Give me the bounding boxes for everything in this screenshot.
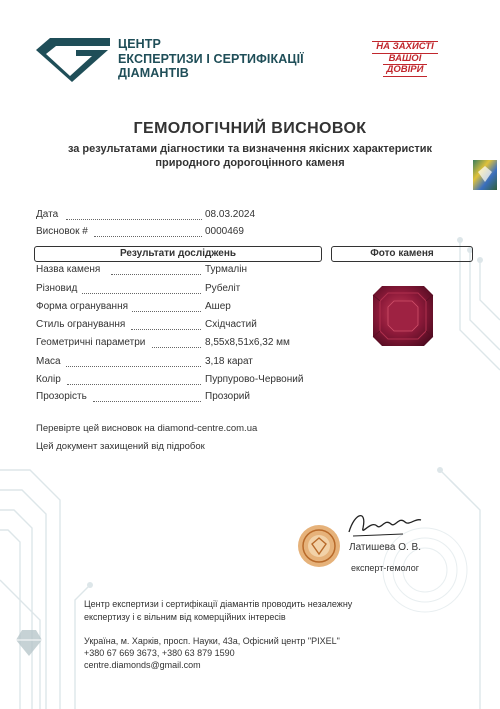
variety-dots <box>82 292 201 294</box>
org-name-line3: ДІАМАНТІВ <box>118 66 189 80</box>
document-title: ГЕМОЛОГІЧНИЙ ВИСНОВОК <box>133 120 367 137</box>
corner-diamond-icon <box>14 628 44 658</box>
color-dots <box>67 383 201 385</box>
hologram-icon <box>473 160 497 190</box>
footer-statement-line1: Центр експертизи і сертифікації діамантів проводить незалежну <box>84 599 353 609</box>
color-label: Колір <box>36 374 61 385</box>
variety-label: Різновид <box>36 283 78 294</box>
signature-icon <box>345 506 425 544</box>
results-header: Результати досліджень <box>34 246 322 262</box>
cut-shape-label: Форма огранування <box>36 301 129 312</box>
subtitle-line1: за результатами діагностики та визначення якісних характеристик <box>67 143 433 155</box>
variety-value: Рубеліт <box>205 283 241 294</box>
cut-shape-dots <box>132 310 201 312</box>
footer-address: Україна, м. Харків, просп. Науки, 43а, Офісний центр "PIXEL" <box>84 636 340 646</box>
mass-value: 3,18 карат <box>205 356 253 367</box>
stone-name-dots <box>111 273 201 275</box>
cut-shape-value: Ашер <box>205 301 231 312</box>
subtitle-line2: природного дорогоцінного каменя <box>155 157 345 169</box>
mass-label: Маса <box>36 356 61 367</box>
dimensions-label: Геометричні параметри <box>36 337 146 348</box>
document-subtitle <box>20 142 480 170</box>
cut-style-value: Східчастий <box>205 319 257 330</box>
org-name-line1: ЦЕНТР <box>118 37 161 51</box>
footer-statement-line2: експертизу і є вільним від комерційних інтересів <box>84 612 286 622</box>
slogan-line1: НА ЗАХИСТІ <box>372 41 437 54</box>
clarity-value: Прозорий <box>205 391 250 402</box>
slogan-line2: ВАШОЇ <box>388 52 422 64</box>
expert-name: Латишева О. В. <box>349 542 421 553</box>
verify-note: Перевірте цей висновок на diamond-centre.com.ua <box>36 423 258 434</box>
org-name-line2: ЕКСПЕРТИЗИ І СЕРТИФІКАЦІЇ <box>118 51 304 66</box>
footer-email: centre.diamonds@gmail.com <box>84 660 201 670</box>
slogan-line3: ДОВІРИ <box>383 64 428 77</box>
date-label: Дата <box>36 209 59 220</box>
dimensions-dots <box>152 346 201 348</box>
clarity-label: Прозорість <box>36 391 87 402</box>
diamond-logo-icon <box>34 36 112 82</box>
conclusion-label: Висновок # <box>36 226 88 237</box>
official-seal-icon <box>297 524 341 568</box>
mass-dots <box>66 365 201 367</box>
cut-style-label: Стиль огранування <box>36 319 126 330</box>
conclusion-dots <box>94 235 202 237</box>
color-value: Пурпурово-Червоний <box>205 374 304 385</box>
org-name <box>118 37 304 81</box>
date-dots <box>66 218 202 220</box>
stone-name-value: Турмалін <box>205 264 248 275</box>
conclusion-value: 0000469 <box>205 226 244 237</box>
gem-photo <box>372 285 434 347</box>
clarity-dots <box>93 400 201 402</box>
photo-header: Фото каменя <box>331 246 473 262</box>
protection-note: Цей документ захищений від підробок <box>36 441 205 452</box>
expert-role: експерт-гемолог <box>351 563 420 573</box>
dimensions-value: 8,55x8,51x6,32 мм <box>205 337 290 348</box>
footer-phones: +380 67 669 3673, +380 63 879 1590 <box>84 648 235 658</box>
cut-style-dots <box>131 328 201 330</box>
slogan <box>360 41 450 77</box>
date-value: 08.03.2024 <box>205 209 256 220</box>
stone-name-label: Назва каменя <box>36 264 101 275</box>
